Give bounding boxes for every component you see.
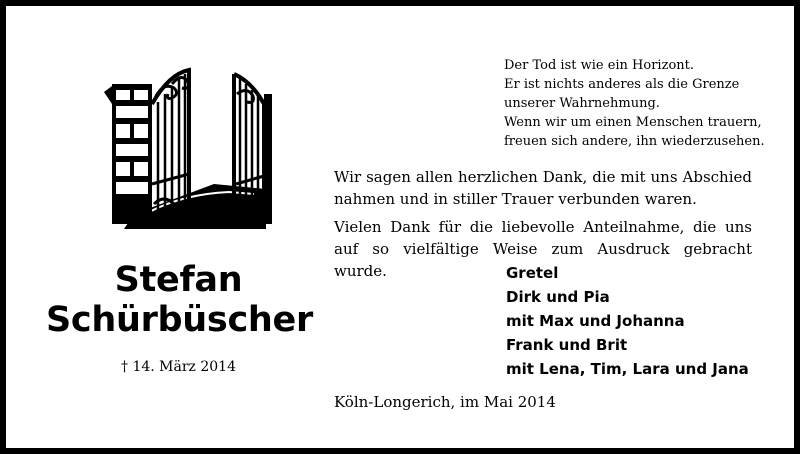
family-line: mit Lena, Tim, Lara und Jana <box>506 360 749 378</box>
gate-pillar-left <box>104 84 152 224</box>
thanks-paragraph: Wir sagen allen herzlichen Dank, die mit uns Abschied nahmen und in stiller Trauer verbunden waren. <box>334 168 752 208</box>
family-signatures <box>506 261 796 381</box>
deceased-last-name: Schürbüscher <box>46 300 313 340</box>
poem-line: Der Tod ist wie ein Horizont. <box>504 58 694 73</box>
death-date: † 14. März 2014 <box>121 359 236 375</box>
place-and-date: Köln-Longerich, im Mai 2014 <box>334 393 556 411</box>
family-line: Dirk und Pia <box>506 288 610 306</box>
poem <box>504 56 774 151</box>
thanks-paragraph: Vielen Dank für die liebevolle Anteilnahme, die uns auf so vielfältige Weise zum Ausdruck gebracht wurde. <box>334 218 752 280</box>
family-line: Gretel <box>506 264 559 282</box>
deceased-first-name: Stefan <box>114 260 243 300</box>
family-line: mit Max und Johanna <box>506 312 685 330</box>
poem-line: unserer Wahrnehmung. <box>504 96 660 111</box>
poem-line: Er ist nichts anderes als die Grenze <box>504 77 740 92</box>
poem-line: Wenn wir um einen Menschen trauern, <box>504 115 762 130</box>
family-line: Frank und Brit <box>506 336 628 354</box>
poem-line: freuen sich andere, ihn wiederzusehen. <box>504 134 765 149</box>
deceased-name <box>46 260 311 340</box>
open-gate-icon <box>94 64 274 232</box>
